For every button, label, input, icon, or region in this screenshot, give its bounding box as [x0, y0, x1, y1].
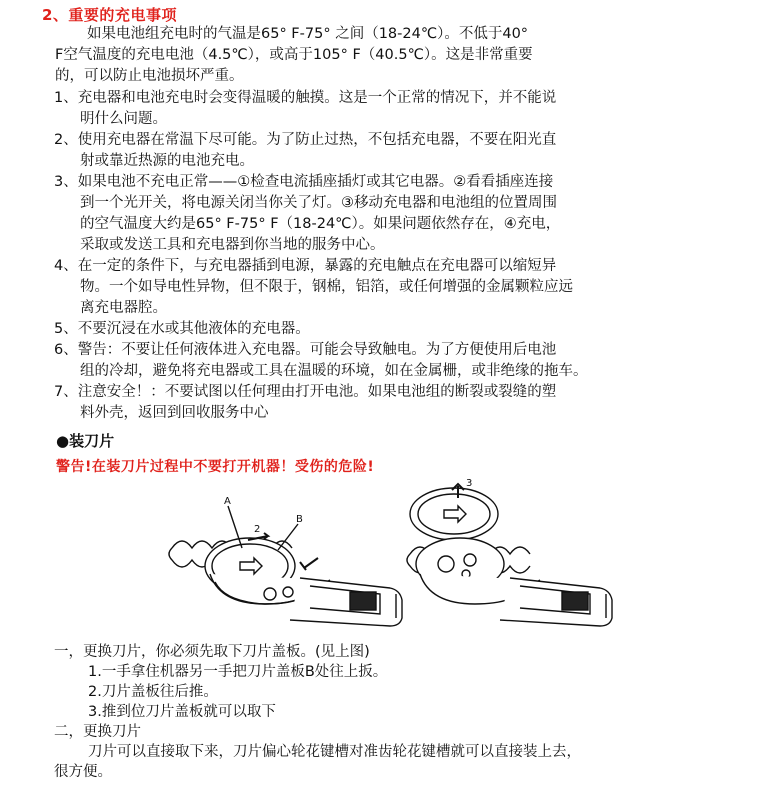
charging-note-5: [54, 319, 759, 340]
note-line: 6、警告：不要让任何液体进入充电器。可能会导致触电。为了方便使用后电池: [54, 342, 557, 358]
tool-handle-right: [500, 578, 612, 626]
charging-note-4: [54, 256, 759, 319]
label-b: B: [296, 514, 303, 525]
tool-handle-left: [290, 578, 402, 626]
note-line: 4、在一定的条件下，与充电器插到电源，暴露的充电触点在充电器可以缩短异: [54, 258, 557, 274]
charging-note-2: [54, 130, 759, 172]
charging-note-3: [54, 172, 759, 256]
blade-replacement-illustration: [150, 478, 670, 628]
charging-note-6: [54, 340, 759, 382]
step-line: 2.刀片盖板往后推。: [88, 684, 218, 700]
note-line: 采取或发送工具和充电器到你当地的服务中心。: [80, 237, 385, 253]
blade-steps: [54, 642, 759, 782]
note-line: 3、如果电池不充电正常——①检查电流插座插灯或其它电器。②看看插座连接: [54, 174, 554, 190]
charging-note-1: [54, 88, 759, 130]
note-line: 2、使用充电器在常温下尽可能。为了防止过热，不包括充电器，不要在阳光直: [54, 132, 557, 148]
note-line: 组的冷却，避免将充电器或工具在温暖的环境，如在金属栅，或非绝缘的拖车。: [80, 363, 588, 379]
intro-line-2: F空气温度的充电电池（4.5℃），或高于105° F（40.5℃）。这是非常重要: [55, 47, 533, 63]
intro-line-1: 如果电池组充电时的气温是65° F-75° 之间（18-24℃）。不低于40°: [87, 26, 529, 42]
note-line: 明什么问题。: [80, 111, 167, 127]
intro-line-3: 的，可以防止电池损坏严重。: [55, 68, 244, 84]
note-line: 料外壳，返回到回收服务中心: [80, 405, 269, 421]
step-line: 很方便。: [54, 764, 112, 780]
note-line: 物。一个如导电性异物，但不限于，钢棉，铝箔，或任何增强的金属颗粒应远: [80, 279, 573, 295]
step-line: 1.一手拿住机器另一手把刀片盖板B处往上扳。: [88, 664, 388, 680]
label-2: 2: [254, 524, 261, 535]
label-3: 3: [466, 478, 473, 489]
blade-section-title: ●装刀片: [56, 432, 115, 450]
note-line: 离充电器腔。: [80, 300, 167, 316]
note-line: 5、不要沉浸在水或其他液体的充电器。: [54, 321, 310, 337]
step-line: 刀片可以直接取下来，刀片偏心轮花键槽对准齿轮花键槽就可以直接装上去，: [88, 744, 581, 760]
note-line: 的空气温度大约是65° F-75° F（18-24℃）。如果问题依然存在，④充电，: [80, 216, 561, 232]
note-line: 7、注意安全！：不要试图以任何理由打开电池。如果电池组的断裂或裂缝的塑: [54, 384, 557, 400]
blade-warning: 警告!在装刀片过程中不要打开机器！受伤的危险!: [56, 459, 375, 475]
section-title: 2、重要的充电事项: [42, 6, 177, 24]
charging-note-7: [54, 382, 759, 424]
note-line: 1、充电器和电池充电时会变得温暖的触摸。这是一个正常的情况下，并不能说: [54, 90, 557, 106]
note-line: 到一个光开关，将电源关闭当你关了灯。③移动充电器和电池组的位置周围: [80, 195, 557, 211]
note-line: 射或靠近热源的电池充电。: [80, 153, 254, 169]
step-line: 一，更换刀片，你必须先取下刀片盖板。(见上图): [54, 644, 370, 660]
label-a: A: [224, 496, 231, 507]
step-line: 二，更换刀片: [54, 724, 141, 740]
step-line: 3.推到位刀片盖板就可以取下: [88, 704, 276, 720]
